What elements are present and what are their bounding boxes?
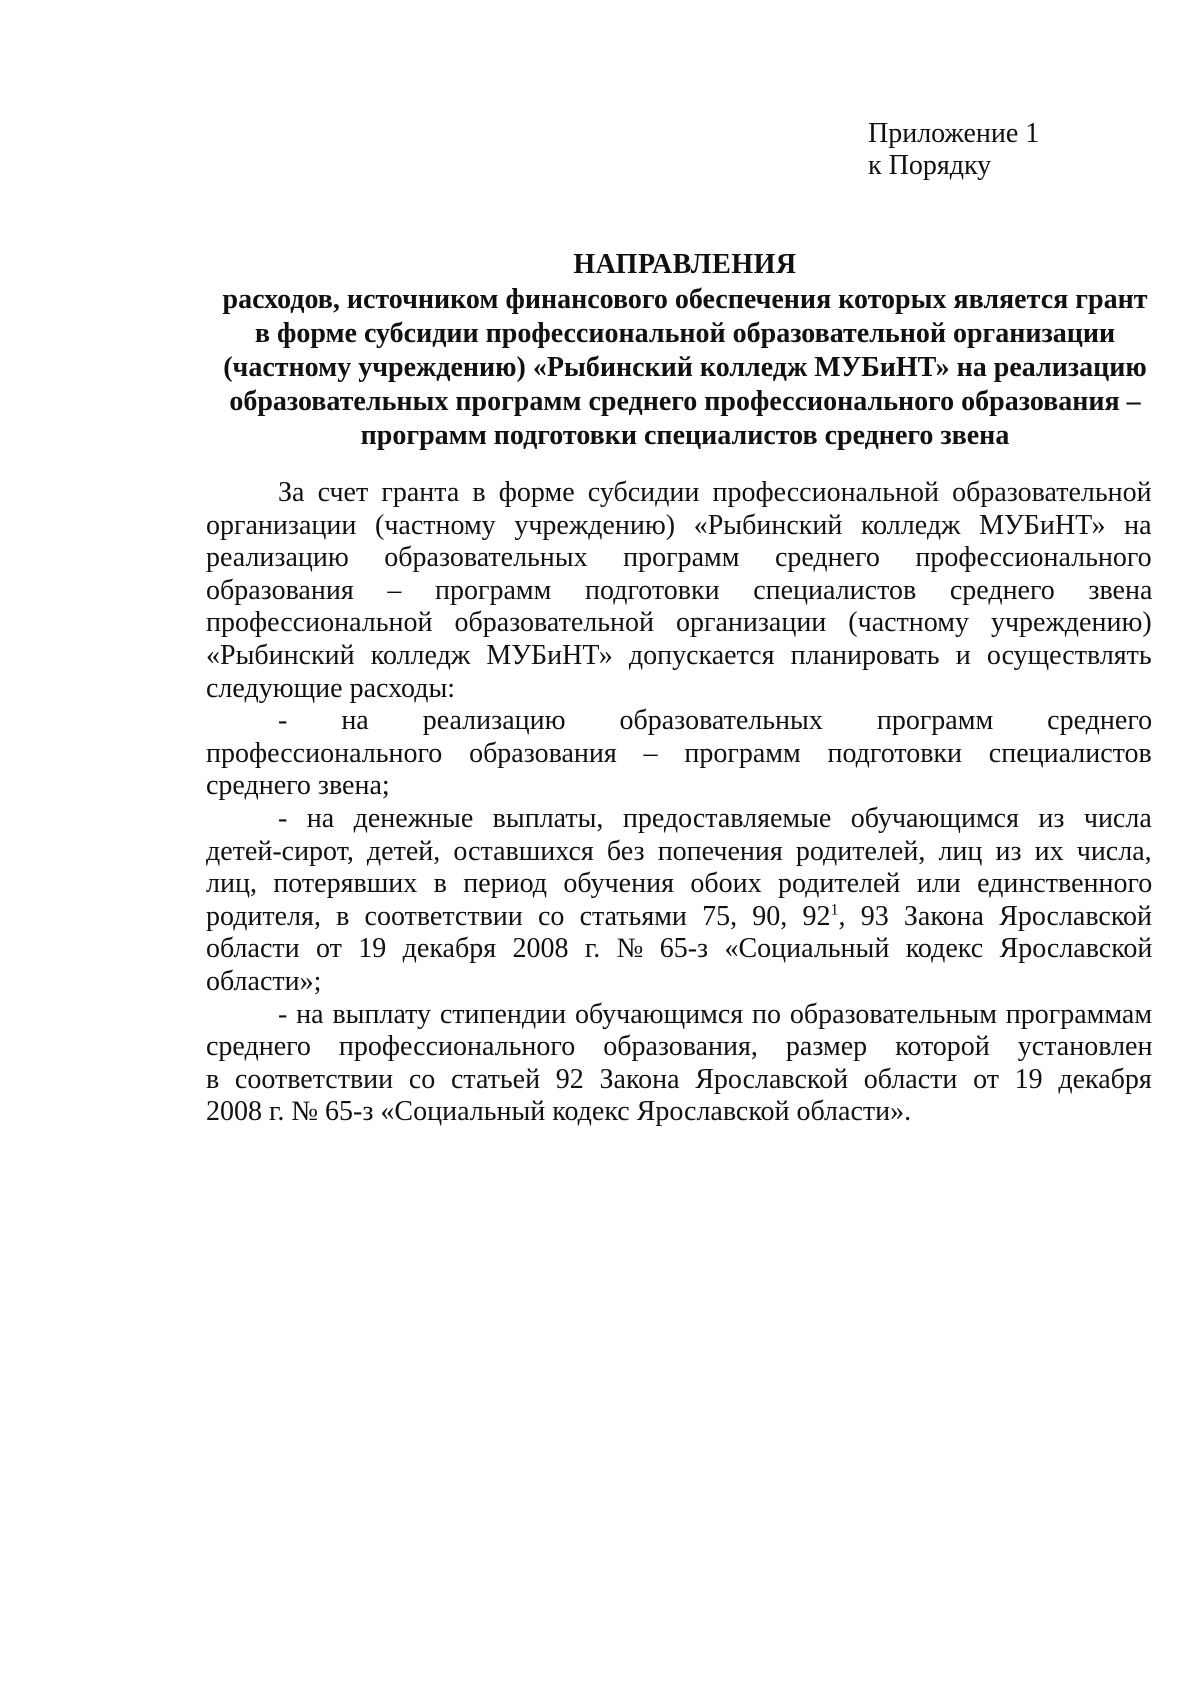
expense-item-2 (206, 803, 1152, 999)
appendix-number: Приложение 1 (868, 118, 1040, 149)
text-line: среднего профессионального образования, размер которой установлен (206, 1031, 1153, 1063)
appendix-reference (868, 118, 1039, 182)
document-title (200, 248, 1170, 453)
expense-item-3 (206, 999, 1152, 1129)
footnote-superscript: 1 (830, 901, 839, 919)
text-line: организации (частному учреждению) «Рыбинский колледж МУБиНТ» на (206, 509, 1152, 541)
text-line: следующие расходы: (206, 672, 456, 704)
text-line: профессионального образования – программ подготовки специалистов (206, 737, 1152, 769)
text-line: «Рыбинский колледж МУБиНТ» допускается планировать и осуществлять (206, 639, 1152, 671)
text-line: образования – программ подготовки специалистов среднего звена (206, 574, 1153, 606)
text-line: - на выплату стипендии обучающимся по образовательным программам (278, 998, 1153, 1030)
text-line: 2008 г. № 65-з «Социальный кодекс Ярославской области». (206, 1096, 912, 1128)
text-fragment: родителя, в соответствии со статьями 75, 90, 92 (206, 900, 831, 932)
intro-paragraph (206, 477, 1152, 705)
text-line: области от 19 декабря 2008 г. № 65-з «Социальный кодекс Ярославской (206, 933, 1153, 965)
title-line: программ подготовки специалистов среднего звена (360, 420, 1010, 451)
text-line-with-footnote (206, 901, 1152, 934)
title-line: в форме субсидии профессиональной образовательной организации (254, 318, 1116, 349)
text-line: - на реализацию образовательных программ среднего (278, 705, 1153, 737)
title-heading: НАПРАВЛЕНИЯ (573, 249, 797, 280)
text-line: в соответствии со статьей 92 Закона Ярославской области от 19 декабря (206, 1063, 1152, 1095)
document-body (206, 477, 1152, 1129)
title-line: (частному учреждению) «Рыбинский колледж МУБиНТ» на реализацию (223, 352, 1147, 383)
text-line: среднего звена; (206, 770, 390, 802)
text-line: реализацию образовательных программ среднего профессионального (206, 542, 1152, 574)
text-line: - на денежные выплаты, предоставляемые обучающимся из числа (278, 802, 1152, 834)
title-line: расходов, источником финансового обеспечения которых является грант (222, 284, 1148, 315)
text-line: лиц, потерявших в период обучения обоих родителей или единственного (206, 868, 1153, 900)
appendix-target: к Порядку (868, 150, 992, 181)
text-line: За счет гранта в форме субсидии профессиональной образовательной (278, 477, 1152, 508)
text-line: профессиональной образовательной организации (частному учреждению) (206, 607, 1152, 639)
text-line: детей-сирот, детей, оставшихся без попечения родителей, лиц из их числа, (206, 835, 1152, 867)
text-fragment: , 93 Закона Ярославской (838, 900, 1153, 932)
text-line: области»; (206, 965, 322, 997)
title-line: образовательных программ среднего профессионального образования – (229, 386, 1141, 417)
expense-item-1 (206, 705, 1152, 803)
